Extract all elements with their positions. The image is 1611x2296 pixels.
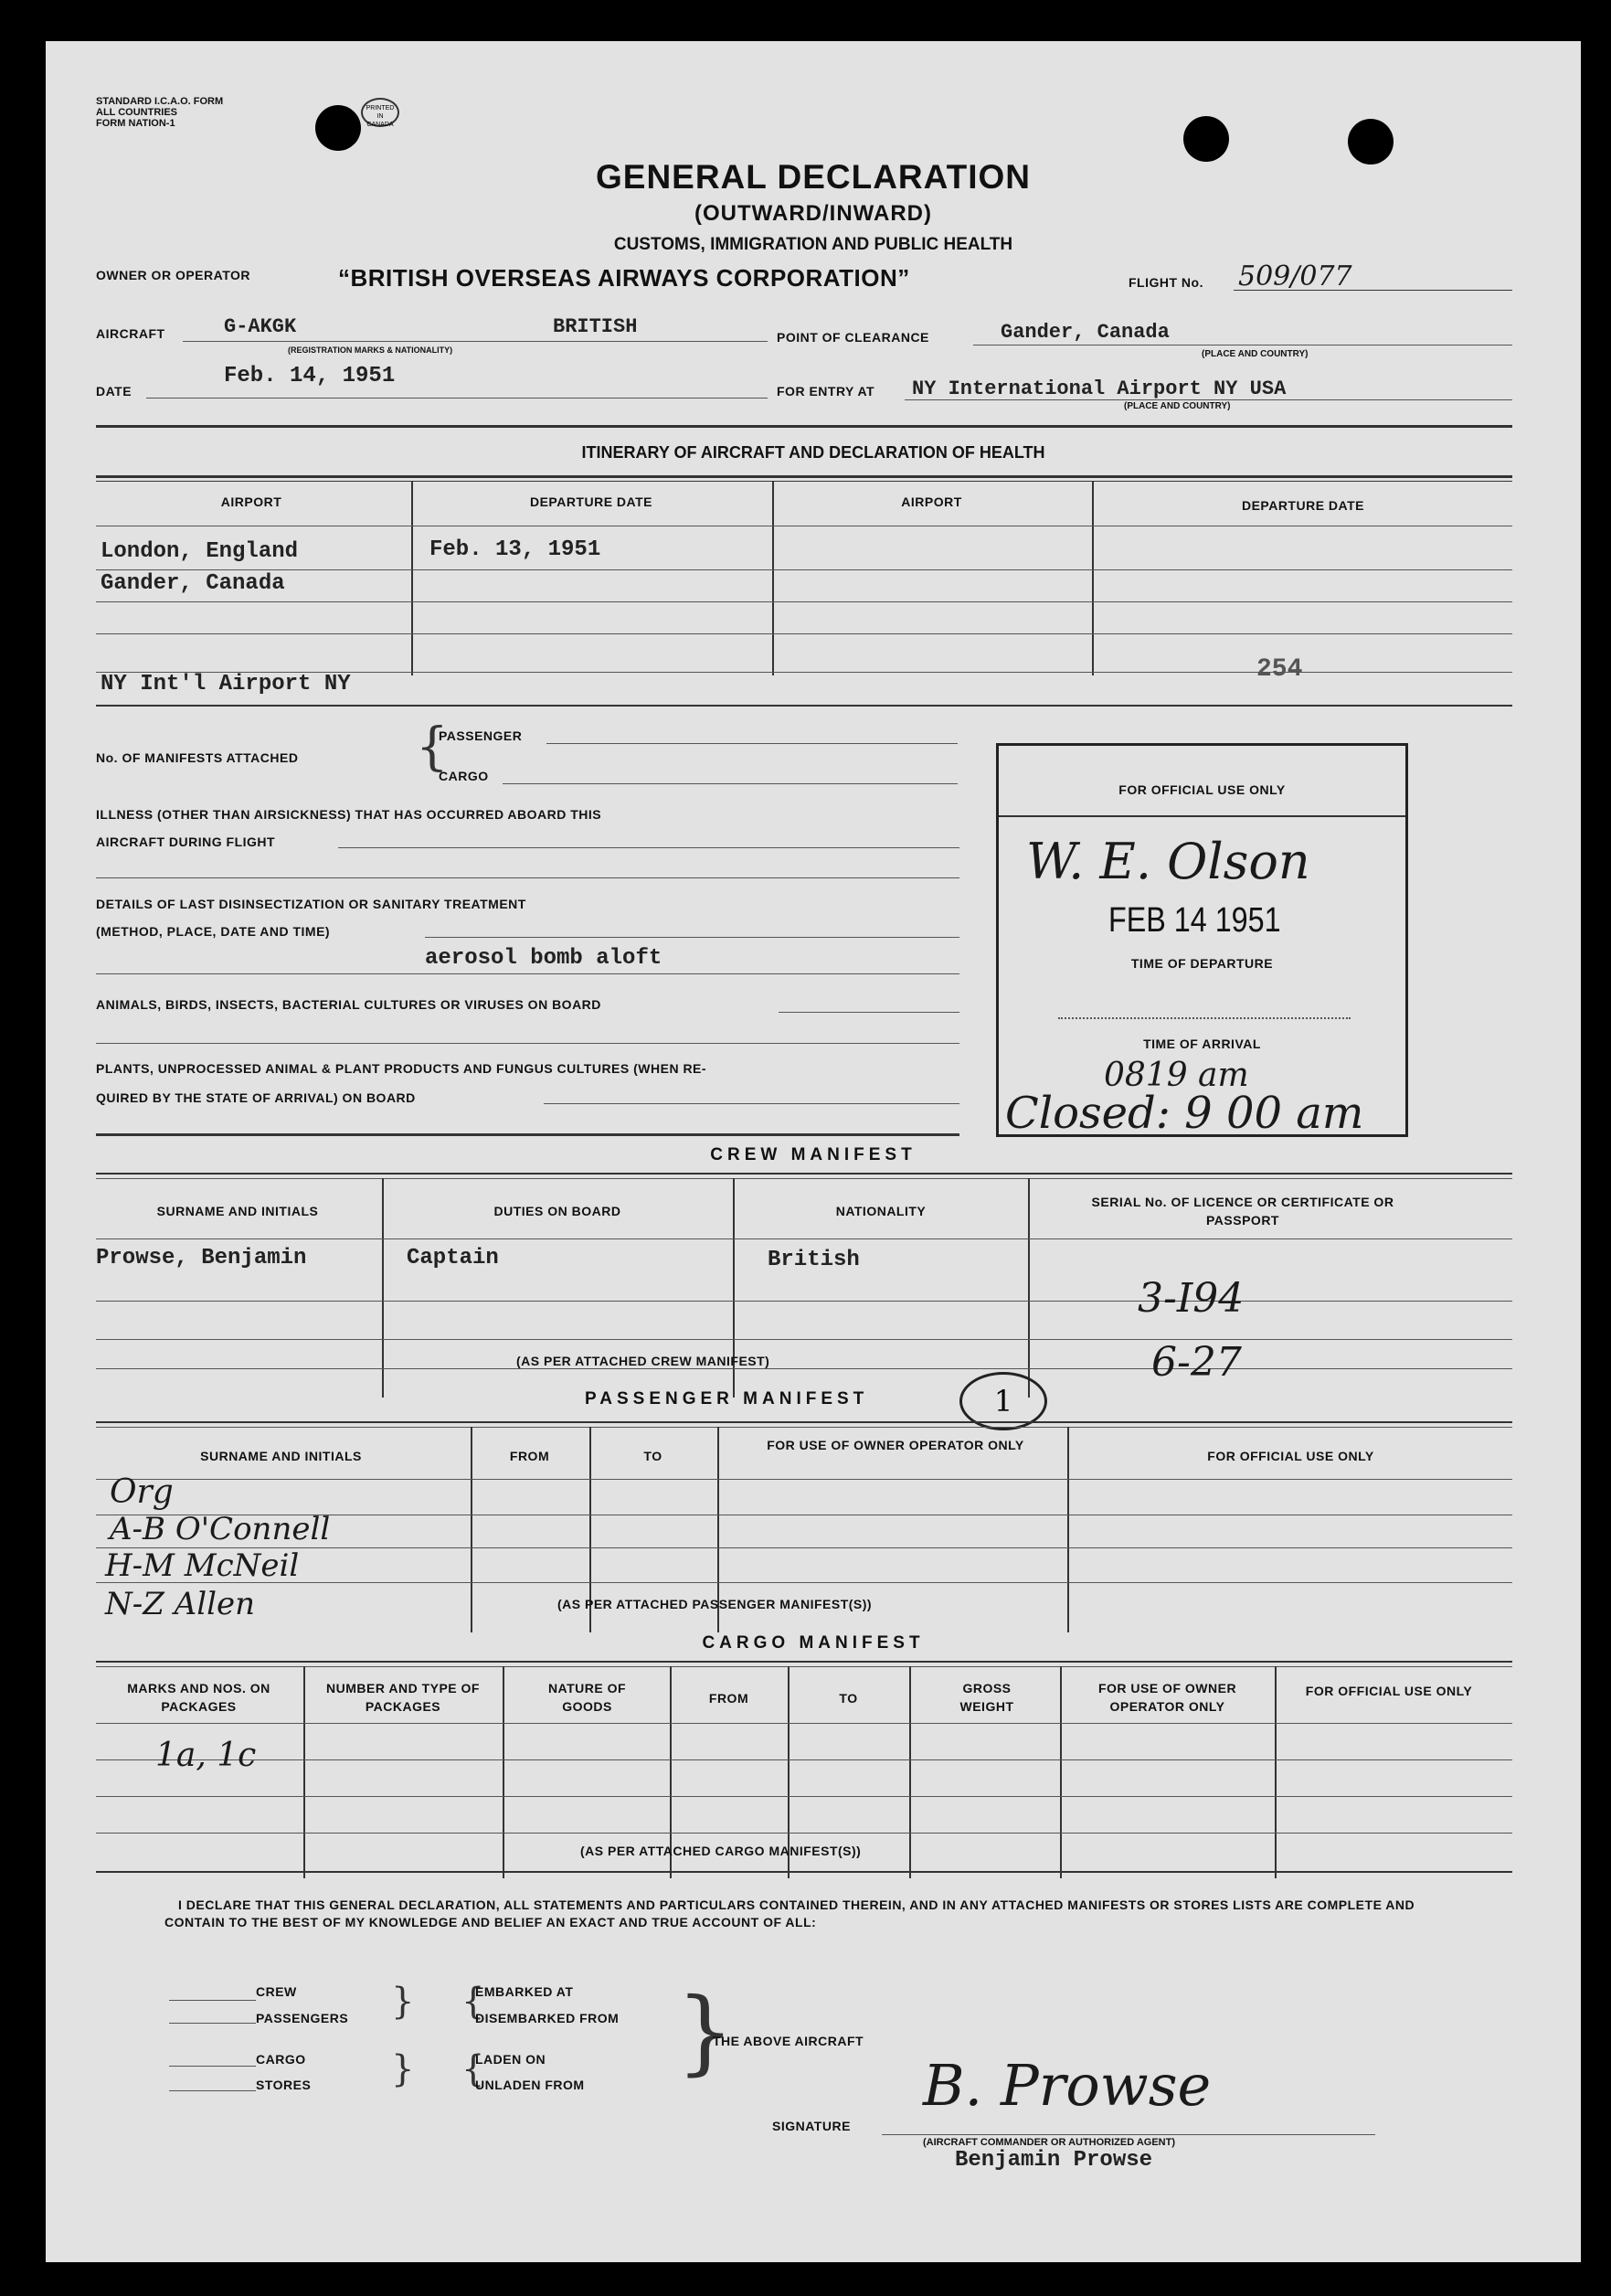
passenger-header: FOR USE OF OWNER OPERATOR ONLY <box>767 1438 1024 1452</box>
passenger-header: FROM <box>509 1449 550 1463</box>
itinerary-header: DEPARTURE DATE <box>529 494 653 509</box>
itinerary-airport: Gander, Canada <box>101 571 285 596</box>
arrival-label: TIME OF ARRIVAL <box>1143 1036 1261 1051</box>
totals-crew: CREW <box>256 1984 297 1999</box>
crew-header: SURNAME AND INITIALS <box>156 1204 319 1218</box>
passenger-header: TO <box>643 1449 662 1463</box>
manifests-label: No. OF MANIFESTS ATTACHED <box>96 750 299 765</box>
page-subtitle-2: CUSTOMS, IMMIGRATION AND PUBLIC HEALTH <box>613 235 1013 254</box>
totals-cargo: CARGO <box>256 2052 306 2067</box>
crew-note: (AS PER ATTACHED CREW MANIFEST) <box>516 1354 770 1368</box>
clearance-value: Gander, Canada <box>1001 321 1170 344</box>
crew-header: DUTIES ON BOARD <box>493 1204 621 1218</box>
totals-embarked: EMBARKED AT <box>475 1984 574 1999</box>
cargo-header: GROSS WEIGHT <box>959 1681 1014 1714</box>
entry-hint: (PLACE AND COUNTRY) <box>1124 401 1231 411</box>
crew-name: Prowse, Benjamin <box>96 1246 307 1270</box>
official-title: FOR OFFICIAL USE ONLY <box>1118 782 1286 797</box>
cargo-hand-note: 1a, 1c <box>155 1737 257 1774</box>
itinerary-header: AIRPORT <box>901 494 962 509</box>
crew-header: NATIONALITY <box>835 1204 927 1218</box>
itinerary-airport: London, England <box>101 539 299 564</box>
arrival-value: 0819 am <box>1104 1057 1249 1094</box>
official-signature: W. E. Olson <box>1026 833 1310 890</box>
owner-label: OWNER OR OPERATOR <box>96 268 250 282</box>
animals-label: ANIMALS, BIRDS, INSECTS, BACTERIAL CULTURES OR VIRUSES ON BOARD <box>96 997 601 1012</box>
totals-disembarked: DISEMBARKED FROM <box>475 2011 620 2025</box>
signature-label: SIGNATURE <box>772 2119 851 2133</box>
page-subtitle: (OUTWARD/INWARD) <box>694 201 932 226</box>
aircraft-registration: G-AKGK <box>224 315 297 338</box>
cargo-title: CARGO MANIFEST <box>702 1633 925 1653</box>
cargo-header: MARKS AND NOS. ON PACKAGES <box>127 1681 270 1714</box>
official-use-box <box>996 743 1408 1137</box>
crew-nationality: British <box>768 1248 860 1272</box>
closed-time: Closed: 9 00 am <box>1005 1088 1364 1139</box>
passenger-hand-row: A-B O'Connell <box>110 1511 331 1547</box>
cargo-header: NATURE OF GOODS <box>547 1681 627 1714</box>
itinerary-destination: NY Int'l Airport NY <box>101 672 351 696</box>
cargo-note: (AS PER ATTACHED CARGO MANIFEST(S)) <box>580 1844 862 1858</box>
signature-hint: (AIRCRAFT COMMANDER OR AUTHORIZED AGENT) <box>923 2137 1175 2148</box>
disinsect-label: DETAILS OF LAST DISINSECTIZATION OR SANITARY TREATMENT <box>96 897 526 911</box>
clearance-label: POINT OF CLEARANCE <box>777 330 929 345</box>
passenger-hand-row: Org <box>110 1473 174 1511</box>
passenger-circled-count: 1 <box>959 1372 1047 1430</box>
form-paper: STANDARD I.C.A.O. FORM ALL COUNTRIES FORM NATION-1 PRINTED IN CANADA GENERAL DECLARATION (OUTWARD/INWARD) CUSTOMS, IMMIGRATION AND PUBLIC HEALTH OWNER OR OPERATOR “BRITISH OVERSEAS AIRWAYS CORPORATION” FLIGHT No. 509/077 AIRCRAFT G-AKGK BRITISH (REGISTRATION MARKS & NATIONALITY) POINT OF CLEARANCE Gander, Canada (PLACE AND COUNTRY) DATE Feb. 14, 1951 FOR ENTRY AT NY International Airport NY USA (PLACE AND COUNTRY) ITINERARY OF AIRCRAFT AND DECLARATION OF HEALTH AIRPORT DEPARTURE DATE AIRPORT DEPARTURE DATE London, England Feb. 13, 1951 Gander, Canada NY Int'l Airport NY 254 No. OF MANIFESTS ATTACHED { PASSENGER CARGO ILLNESS (OTHER THAN AIRSICKNESS) THAT HAS OCCURRED ABOARD THIS AIRCRAFT DURING FLIGHT DETAILS OF LAST DISINSECTIZATION OR SANITARY TREATMENT (METHOD, PLACE, DATE AND TIME) aerosol bomb aloft ANIMALS, BIRDS, INSECTS, BACTERIAL CULTURES OR VIRUSES ON BOARD PLANTS, UNPROCESSED ANIMAL & PLANT PRODUCTS AND FUNGUS CULTURES (WHEN RE- QUIRED BY THE STATE OF ARRIVAL) ON BOARD FOR OFFICIAL USE ONLY W. E. Olson FEB 14 1951 TIME OF DEPARTURE TIME OF ARRIVAL 0819 am Closed: 9 00 am CREW MANIFEST SURNAME AND INITIALS DUTIES ON BOARD NATIONALITY SERIAL No. OF LICENCE OR CERTIFICATE OR PASSPORT Prowse, Benjamin Captain British 3-I94 6-27 (AS PER ATTACHED CREW MANIFEST) PASSENGER MANIFEST 1 SURNAME AND INITIALS FROM TO FOR USE OF OWNER OPERATOR ONLY FOR OFFICIAL USE ONLY Org A-B O'Connell H-M McNeil N-Z Allen (AS PER ATTACHED PASSENGER MANIFEST(S)) CARGO MANIFEST MARKS AND NOS. ON PACKAGES NUMBER AND TYPE OF PACKAGES NATURE OF GOODS FROM TO GROSS WEIGHT FOR USE OF OWNER OPERATOR ONLY FOR OFFICIAL USE ONLY 1a, 1c (AS PER ATTACHED CARGO MANIFEST(S)) I DECLARE THAT THIS GENERAL DECLARATION, ALL STATEMENTS AND PARTICULARS CONTAINED THEREIN, AND IN ANY ATTACHED MANIFESTS OR STORES LISTS ARE COMPLETE AND CONTAIN TO THE BEST OF MY KNOWLEDGE AND BELIEF AN EXACT AND TRUE ACCOUNT OF ALL: CREW PASSENGERS } { EMBARKED AT DISEMBARKED FROM } THE ABOVE AIRCRAFT CARGO STORES } { LADEN ON UNLADEN FROM SIGNATURE B. Prowse (AIRCRAFT COMMANDER OR AUTHORIZED AGENT) Benjamin Prowse <box>46 41 1581 2262</box>
itinerary-note: 254 <box>1256 655 1303 684</box>
flight-label: FLIGHT No. <box>1129 275 1203 290</box>
crew-hand-note: 3-I94 <box>1138 1275 1245 1322</box>
passenger-header: FOR OFFICIAL USE ONLY <box>1207 1449 1374 1463</box>
disinsect-label-2: (METHOD, PLACE, DATE AND TIME) <box>96 924 331 939</box>
passenger-note: (AS PER ATTACHED PASSENGER MANIFEST(S)) <box>557 1597 873 1611</box>
entry-value: NY International Airport NY USA <box>912 377 1287 400</box>
aircraft-label: AIRCRAFT <box>96 326 165 341</box>
aircraft-hint: (REGISTRATION MARKS & NATIONALITY) <box>288 345 453 355</box>
totals-unladen: UNLADEN FROM <box>475 2078 585 2092</box>
crew-hand-note-2: 6-27 <box>1151 1339 1242 1386</box>
owner-value: “BRITISH OVERSEAS AIRWAYS CORPORATION” <box>338 264 910 292</box>
cargo-manifests-label: CARGO <box>439 769 489 783</box>
totals-passengers: PASSENGERS <box>256 2011 349 2025</box>
form-id: STANDARD I.C.A.O. FORM ALL COUNTRIES FORM NATION-1 <box>96 96 224 129</box>
date-value: Feb. 14, 1951 <box>224 364 396 388</box>
itinerary-header: DEPARTURE DATE <box>1241 498 1365 513</box>
crew-header: SERIAL No. OF LICENCE OR CERTIFICATE OR PASSPORT <box>1091 1195 1394 1228</box>
plants-label-2: QUIRED BY THE STATE OF ARRIVAL) ON BOARD <box>96 1090 416 1105</box>
itinerary-title: ITINERARY OF AIRCRAFT AND DECLARATION OF HEALTH <box>581 443 1045 462</box>
itinerary-date: Feb. 13, 1951 <box>429 537 601 562</box>
declaration-text: I DECLARE THAT THIS GENERAL DECLARATION, ALL STATEMENTS AND PARTICULARS CONTAINED THEREIN, AND IN ANY ATTACHED MANIFESTS OR STORES LISTS ARE COMPLETE AND CONTAIN TO THE BEST OF MY KNOWLEDGE AND BELIEF AN EXACT AND TRUE ACCOUNT OF ALL: <box>164 1897 1415 1929</box>
cargo-header: FROM <box>708 1691 749 1706</box>
printed-in-canada-stamp: PRINTED IN CANADA <box>361 98 399 127</box>
cargo-header: FOR OFFICIAL USE ONLY <box>1305 1684 1473 1698</box>
passenger-hand-row: N-Z Allen <box>105 1586 255 1622</box>
totals-above-aircraft: THE ABOVE AIRCRAFT <box>713 2034 864 2048</box>
clearance-hint: (PLACE AND COUNTRY) <box>1202 349 1309 359</box>
crew-title: CREW MANIFEST <box>710 1145 917 1164</box>
official-stamp-date: FEB 14 1951 <box>1108 901 1281 940</box>
cargo-header: FOR USE OF OWNER OPERATOR ONLY <box>1097 1681 1237 1714</box>
totals-laden: LADEN ON <box>475 2052 546 2067</box>
itinerary-header: AIRPORT <box>220 494 282 509</box>
cargo-header: NUMBER AND TYPE OF PACKAGES <box>326 1681 480 1714</box>
plants-label: PLANTS, UNPROCESSED ANIMAL & PLANT PRODUCTS AND FUNGUS CULTURES (WHEN RE- <box>96 1061 707 1076</box>
totals-stores: STORES <box>256 2078 312 2092</box>
punch-hole <box>1183 116 1229 162</box>
crew-duty: Captain <box>407 1246 499 1270</box>
signature-scrawl: B. Prowse <box>923 2052 1212 2119</box>
passenger-header: SURNAME AND INITIALS <box>200 1449 362 1463</box>
illness-label-2: AIRCRAFT DURING FLIGHT <box>96 834 276 849</box>
punch-hole <box>315 105 361 151</box>
departure-label: TIME OF DEPARTURE <box>1130 956 1274 971</box>
signature-name: Benjamin Prowse <box>955 2148 1153 2173</box>
disinsect-value: aerosol bomb aloft <box>425 946 662 971</box>
page-title: GENERAL DECLARATION <box>595 158 1032 196</box>
cargo-header: TO <box>839 1691 858 1706</box>
entry-label: FOR ENTRY AT <box>777 384 875 399</box>
passenger-hand-row: H-M McNeil <box>105 1547 300 1584</box>
illness-label: ILLNESS (OTHER THAN AIRSICKNESS) THAT HAS OCCURRED ABOARD THIS <box>96 807 602 822</box>
passenger-manifests-label: PASSENGER <box>439 728 523 743</box>
aircraft-nationality: BRITISH <box>553 315 638 338</box>
passenger-title: PASSENGER MANIFEST <box>585 1389 869 1408</box>
flight-value: 509/077 <box>1238 260 1352 292</box>
date-label: DATE <box>96 384 132 399</box>
